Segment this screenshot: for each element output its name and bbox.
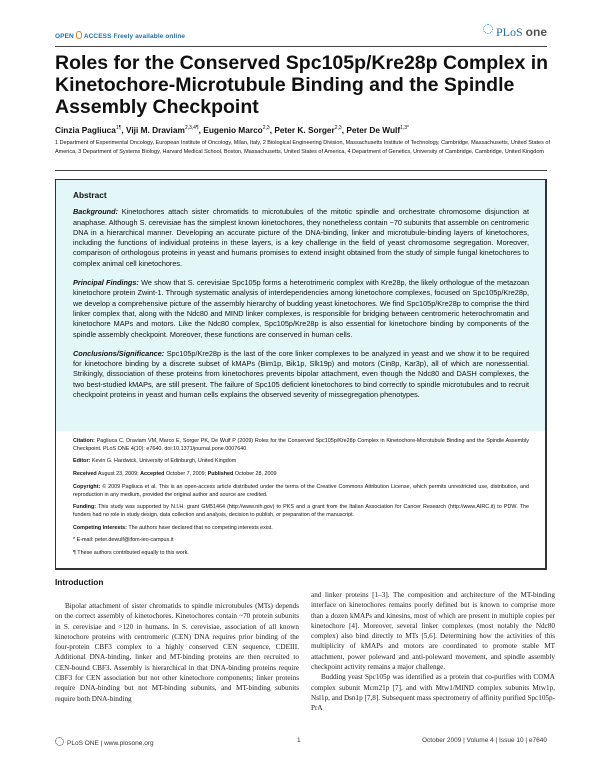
page-number: 1 — [297, 737, 301, 744]
journal-name: PLoS — [495, 25, 523, 39]
intro-right-column — [311, 590, 555, 714]
editor: Editor: Kevin G. Hardwick, University of Edinburgh, United Kingdom — [73, 458, 237, 465]
journal-name-one: one — [525, 25, 547, 39]
open-lock-icon — [76, 31, 82, 39]
open-text: OPEN — [55, 33, 74, 40]
intro-left-column — [55, 601, 299, 704]
citation: Citation: Pagliuca C, Draviam VM, Marco E, Sorger PK, De Wulf P (2009) Roles for the Conserved Spc105p/Kre28p Complex in Kinetochore-Microtubule Binding and the Spindle Assembly Checkpoint. PLoS ONE 4(10): e7640. doi:10.1371/journal.pone.0007640 — [73, 438, 529, 452]
paper-title: Roles for the Conserved Spc105p/Kre28p Complex in Kinetochore-Microtubule Binding and the Spindle Assembly Checkpoint — [55, 52, 549, 118]
affiliation-rule — [55, 170, 547, 171]
funding: Funding: This study was supported by N.I.H. grant GM51464 (http://www.nih.gov) to PKS and a grant from the Italian Association for Cancer Research (http://www.AIRC.it) to PDW. The funders had no role in study design, data collection and analysis, decision to publish, or preparation of the manuscript. — [73, 504, 530, 518]
plos-logo-icon — [483, 24, 493, 34]
abstract-heading: Abstract — [73, 190, 107, 200]
article-metadata — [73, 438, 529, 563]
dates: Received August 23, 2009; Accepted October 7, 2009; Published October 28, 2009 — [73, 471, 277, 478]
abstract — [73, 190, 529, 409]
abstract-conclusions-section: Conclusions/Significance: Spc105p/Kre28p is the last of the core linker complexes to be analyzed in yeast and we show it to be required for kinetochore binding by a discrete subset of kMAPs (Bim1p, Bik1p, Slk19p) and motors (Cin8p, Kar3p), all of which are nonessential. Strikingly, dissociation of these proteins from kinetochores prevents bipolar attachment, even though the Ndc80 and DASH complexes, the two best-studied kMAPs, are still present. The failure of Spc105 deficient kinetochores to bind correctly to spindle microtubules and to recruit checkpoint proteins in yeast and human cells explains the observed severity of missegregation phenotypes. — [73, 348, 530, 400]
author: Peter K. Sorger$^{2,3}$ — [274, 125, 342, 135]
affiliations: 1 Department of Experimental Oncology, European Institute of Oncology, Milan, Italy, 2 Biological Engineering Division, Massachusetts Institute of Technology, Cambridge, Massachusetts, United States of America, 3 Department of Systems Biology, Harvard Medical School, Boston, Massachusetts, United States of America, 4 Department of Genetics, University of Cambridge, Cambridge, United Kingdom — [55, 140, 550, 155]
copyright: Copyright: © 2009 Pagliuca et al. This is an open-access article distributed under the terms of the Creative Commons Attribution License, which permits unrestricted use, distribution, and reproduction in any medium, provided the original author and source are credited. — [73, 483, 529, 498]
plos-logo-icon — [55, 737, 64, 746]
footer-issue: October 2009 | Volume 4 | Issue 10 | e7640 — [421, 737, 547, 744]
intro-paragraph: Budding yeast Spc105p was identified as a protein that co-purifies with COMA complex subunit Mcm21p [7], and with Mtw1/MIND complex subunits Mtw1p, Nsl1p, and Dsn1p [7,8]. Subsequent mass spectrometry of affinity purified Spc105p-PrA — [311, 673, 556, 713]
access-text: ACCESS — [83, 33, 112, 40]
header-rule — [55, 46, 547, 47]
author: Cinzia Pagliuca$^{1\P}$ — [55, 125, 122, 135]
competing-interests: Competing Interests: The authors have declared that no competing interests exist. — [73, 524, 273, 531]
intro-heading: Introduction — [55, 577, 104, 587]
abstract-findings-section: Principal Findings: We show that S. cerevisiae Spc105p forms a heterotrimeric complex with Kre28p, the likely orthologue of the metazoan kinetochore protein Zwint-1. Through systematic analysis of interdependencies among kinetochore complexes, focused on Spc105p/Kre28p, we develop a comprehensive picture of the assembly hierarchy of budding yeast kinetochores. We find Spc105p/Kre28p to comprise the third linker complex that, along with the Ndc80 and MIND linker complexes, is responsible for bridging between centromeric heterochromatin and kinetochore MAPs and motors. Like the Ndc80 complex, Spc105p/Kre28p is also essential for kinetochore binding by components of the spindle assembly checkpoint. Moreover, these functions are conserved in human cells. — [73, 278, 530, 339]
author-list: Cinzia Pagliuca$^{1\P}$, Viji M. Draviam$^{2,3,4\P}$, Eugenio Marco$^{2,3}$, Peter K. Sorger$^{2,3}$, Peter De Wulf$^{1,3*}$ — [55, 125, 410, 135]
journal-logo — [483, 24, 547, 40]
email[interactable]: * E-mail: peter.dewulf@ifom-ieo-campus.it — [73, 537, 174, 544]
equal-contribution-note: ¶ These authors contributed equally to this work. — [73, 550, 189, 557]
abstract-background-section: Background: Kinetochores attach sister chromatids to microtubules of the mitotic spindle and orchestrate chromosome disjunction at anaphase. Although S. cerevisiae has the simplest known kinetochores, they nonetheless contain ~70 subunits that assemble on centromeric DNA in a hierarchical manner. Developing an accurate picture of the DNA-binding, linker and microtubule-binding layers of kinetochores, including the functions of individual proteins in these layers, is a key challenge in the field of yeast chromosome segregation. Moreover, comparison of orthologous proteins in yeast and humans promises to extend insight obtained from the study of simple fungal kinetochores to complex animal cell kinetochores. — [73, 207, 529, 268]
author: Viji M. Draviam$^{2,3,4\P}$ — [125, 125, 199, 135]
intro-paragraph: Bipolar attachment of sister chromatids to spindle microtubules (MTs) depends on the correct assembly of kinetochores. Kinetochores contain ~70 protein subunits in S. cerevisiae and >120 in humans. In S. cerevisiae, association of all known kinetochore proteins with centromeric (CEN) DNA requires prior binding of the four-protein CBF3 complex to a highly conserved CEN sequence, CDEIII. Additional DNA-binding, linker and MT-binding proteins are then recruited to CEN-bound CBF3. Assembly is hierarchical in that DNA-binding proteins require CBF3 for CEN association but not other kinetochore components; linker proteins require DNA-binding but not MT-binding subunits, and MT-binding subunits require both DNA-binding — [55, 602, 299, 703]
footer-journal: PLoS ONE | www.plosone.org — [55, 737, 154, 747]
author: Peter De Wulf$^{1,3*}$ — [346, 125, 410, 135]
open-access-label — [55, 31, 185, 40]
intro-paragraph: and linker proteins [1–3]. The composition and architecture of the MT-binding interface on kinetochores remains poorly defined but is known to comprise more than a dozen kMAPs and kinesins, most of which are present in multiple copies per kinetochore [4]. Moreover, several linker complexes (most notably the Ndc80 complex) also bind directly to MTs [5,6]. Determining how the activities of this multiplicity of kMAPs and motors are coordinated to promote stable MT attachment, power poleward and anti-poleward movement, and spindle assembly checkpoint activity remains a major challenge. — [311, 591, 555, 672]
free-text: Freely available online — [113, 33, 186, 40]
author: Eugenio Marco$^{2,3}$ — [203, 125, 270, 135]
